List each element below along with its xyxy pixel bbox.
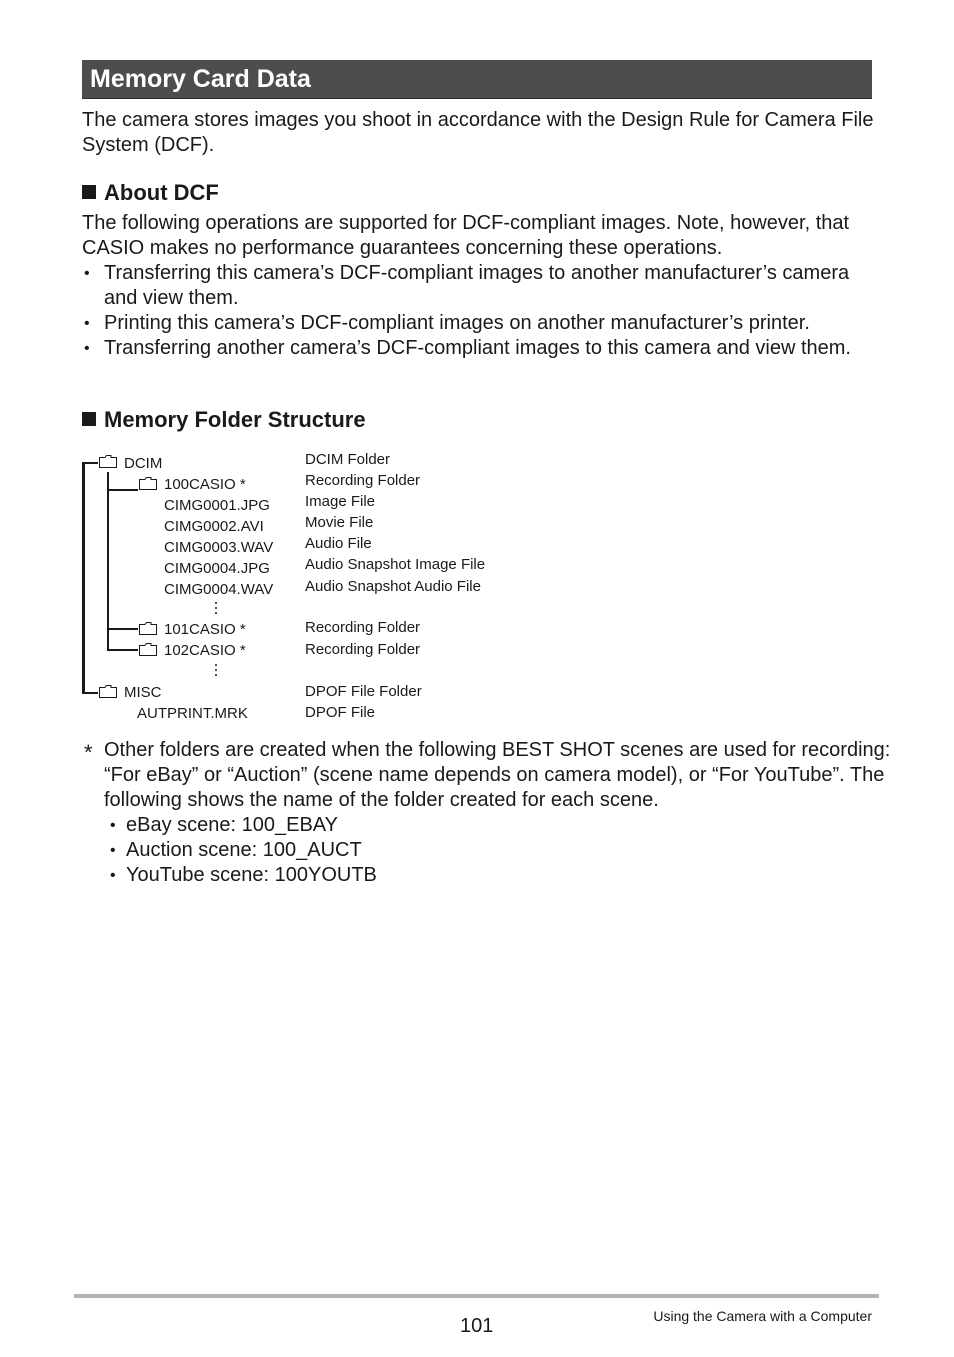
- ellipsis-icon: [215, 602, 219, 617]
- ellipsis-icon: [215, 664, 219, 679]
- folder-icon: [139, 643, 157, 656]
- footer-section-label: Using the Camera with a Computer: [653, 1308, 872, 1324]
- tree-description: Recording Folder: [305, 641, 421, 658]
- tree-file-name: AUTPRINT.MRK: [137, 705, 248, 722]
- footer-divider: [74, 1294, 879, 1298]
- tree-description: Recording Folder: [305, 619, 421, 636]
- page-number: 101: [460, 1315, 494, 1337]
- tree-folder-name: 102CASIO *: [164, 642, 246, 659]
- tree-connector: [107, 628, 138, 630]
- tree-branch-line: [107, 472, 109, 650]
- tree-file-name: CIMG0002.AVI: [164, 518, 264, 535]
- tree-description: Movie File: [305, 514, 374, 531]
- tree-file-name: CIMG0004.WAV: [164, 581, 274, 598]
- list-item-text: Transferring another camera’s DCF-compliant images to this camera and view them.: [104, 337, 851, 359]
- bullet-icon: •: [84, 265, 90, 282]
- tree-description: DPOF File Folder: [305, 683, 422, 700]
- folder-icon: [139, 622, 157, 635]
- tree-file-name: CIMG0001.JPG: [164, 497, 270, 514]
- tree-description: DPOF File: [305, 704, 376, 721]
- bullet-icon: •: [110, 842, 116, 859]
- tree-folder-name: 101CASIO *: [164, 621, 246, 638]
- page-title: Memory Card Data: [90, 65, 311, 93]
- folder-structure-heading-text: Memory Folder Structure: [104, 407, 366, 432]
- list-item-text: eBay scene: 100_EBAY: [126, 814, 338, 836]
- folder-icon: [99, 685, 117, 698]
- about-dcf-paragraph: The following operations are supported for DCF-compliant images. Note, however, that CASIO makes no performance guarantees concerning these operations.: [82, 212, 850, 259]
- section-title-bar: [82, 60, 872, 99]
- footnote-marker: *: [84, 740, 93, 765]
- list-item-text: YouTube scene: 100YOUTB: [126, 864, 377, 886]
- about-dcf-heading: [82, 180, 219, 206]
- footnote-text: Other folders are created when the following BEST SHOT scenes are used for recording: “For eBay” or “Auction” (scene name depends on camera model), or “For YouTube”. The following shows the name of the folder created for each scene.: [104, 739, 891, 811]
- list-item-text: Printing this camera’s DCF-compliant images on another manufacturer’s printer.: [104, 312, 810, 334]
- list-item-text: Transferring this camera’s DCF-compliant images to another manufacturer’s camera and view them.: [104, 262, 850, 309]
- tree-description: Audio File: [305, 535, 372, 552]
- tree-description: Audio Snapshot Audio File: [305, 578, 481, 595]
- bullet-icon: •: [110, 817, 116, 834]
- tree-connector: [107, 649, 138, 651]
- tree-file-name: CIMG0003.WAV: [164, 539, 274, 556]
- tree-description: Image File: [305, 493, 376, 510]
- tree-folder-name: DCIM: [124, 455, 163, 472]
- intro-paragraph: The camera stores images you shoot in accordance with the Design Rule for Camera File System (DCF).: [82, 109, 874, 156]
- folder-structure-heading: [82, 407, 366, 433]
- tree-folder-name: 100CASIO *: [164, 476, 246, 493]
- square-bullet-icon: [82, 412, 96, 426]
- bullet-icon: •: [84, 315, 90, 332]
- square-bullet-icon: [82, 185, 96, 199]
- folder-icon: [99, 455, 117, 468]
- about-dcf-heading-text: About DCF: [104, 180, 219, 205]
- bullet-icon: •: [84, 340, 90, 357]
- tree-connector: [82, 462, 98, 464]
- tree-connector: [107, 489, 138, 491]
- tree-description: DCIM Folder: [305, 451, 391, 468]
- tree-file-name: CIMG0004.JPG: [164, 560, 270, 577]
- tree-folder-name: MISC: [124, 684, 162, 701]
- bullet-icon: •: [110, 867, 116, 884]
- list-item-text: Auction scene: 100_AUCT: [126, 839, 362, 861]
- tree-root-line: [82, 462, 85, 694]
- tree-connector: [82, 692, 98, 694]
- tree-description: Recording Folder: [305, 472, 421, 489]
- tree-description: Audio Snapshot Image File: [305, 556, 486, 573]
- folder-icon: [139, 477, 157, 490]
